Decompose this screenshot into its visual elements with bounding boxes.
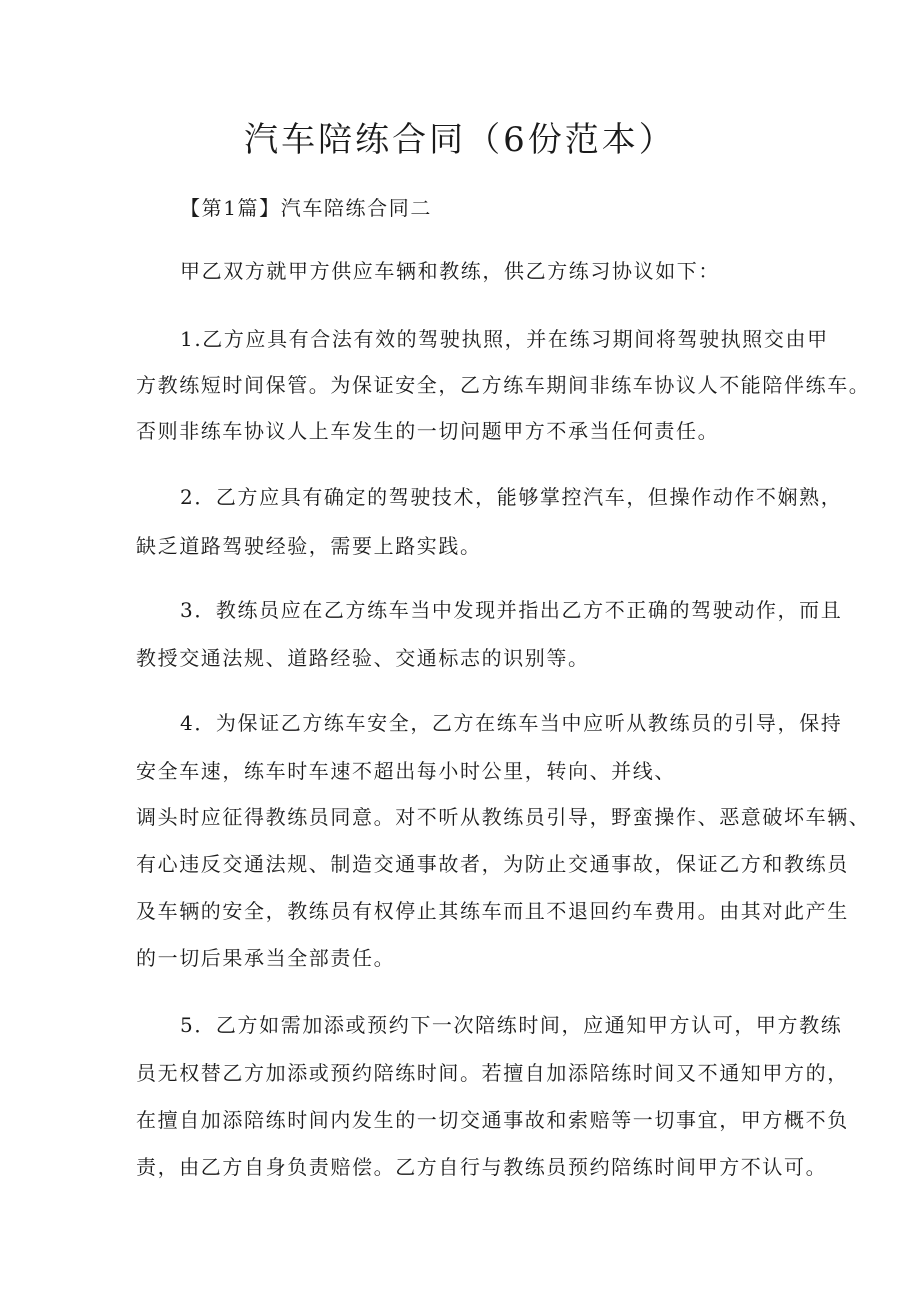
clause-5-line-4: 责，由乙方自身负责赔偿。乙方自行与教练员预约陪练时间甲方不认可。 xyxy=(136,1155,828,1179)
clause-2-line-2: 缺乏道路驾驶经验，需要上路实践。 xyxy=(136,534,482,558)
clause-5-line-2: 员无权替乙方加添或预约陪练时间。若擅自加添陪练时间又不通知甲方的， xyxy=(136,1061,849,1085)
clause-4-line-1: 4．为保证乙方练车安全，乙方在练车当中应听从教练员的引导，保持 xyxy=(180,711,843,735)
clause-4-line-5: 及车辆的安全，教练员有权停止其练车而且不退回约车费用。由其对此产生 xyxy=(136,899,849,923)
clause-4-line-2: 安全车速，练车时车速不超出每小时公里，转向、并线、 xyxy=(136,759,676,783)
document-title: 汽车陪练合同（6份范本） xyxy=(244,120,676,160)
clause-5-line-1: 5．乙方如需加添或预约下一次陪练时间，应通知甲方认可，甲方教练 xyxy=(180,1013,843,1037)
clause-4-line-4: 有心违反交通法规、制造交通事故者，为防止交通事故，保证乙方和教练员 xyxy=(136,852,849,876)
clause-4-line-6: 的一切后果承当全部责任。 xyxy=(136,946,396,970)
clause-3-line-2: 教授交通法规、道路经验、交通标志的识别等。 xyxy=(136,646,590,670)
clause-1-line-1: 1.乙方应具有合法有效的驾驶执照，并在练习期间将驾驶执照交由甲 xyxy=(180,327,829,351)
clause-5-line-3: 在擅自加添陪练时间内发生的一切交通事故和索赔等一切事宜，甲方概不负 xyxy=(136,1108,849,1132)
intro-paragraph: 甲乙双方就甲方供应车辆和教练，供乙方练习协议如下： xyxy=(180,259,720,283)
clause-1-line-2: 方教练短时间保管。为保证安全，乙方练车期间非练车协议人不能陪伴练车。 xyxy=(136,373,871,397)
clause-4-line-3: 调头时应征得教练员同意。对不听从教练员引导，野蛮操作、恶意破坏车辆、 xyxy=(136,805,871,829)
clause-1-line-3: 否则非练车协议人上车发生的一切问题甲方不承当任何责任。 xyxy=(136,419,720,443)
clause-3-line-1: 3．教练员应在乙方练车当中发现并指出乙方不正确的驾驶动作，而且 xyxy=(180,598,843,622)
clause-2-line-1: 2．乙方应具有确定的驾驶技术，能够掌控汽车，但操作动作不娴熟， xyxy=(180,485,843,509)
section-heading: 【第1篇】汽车陪练合同二 xyxy=(180,196,432,220)
